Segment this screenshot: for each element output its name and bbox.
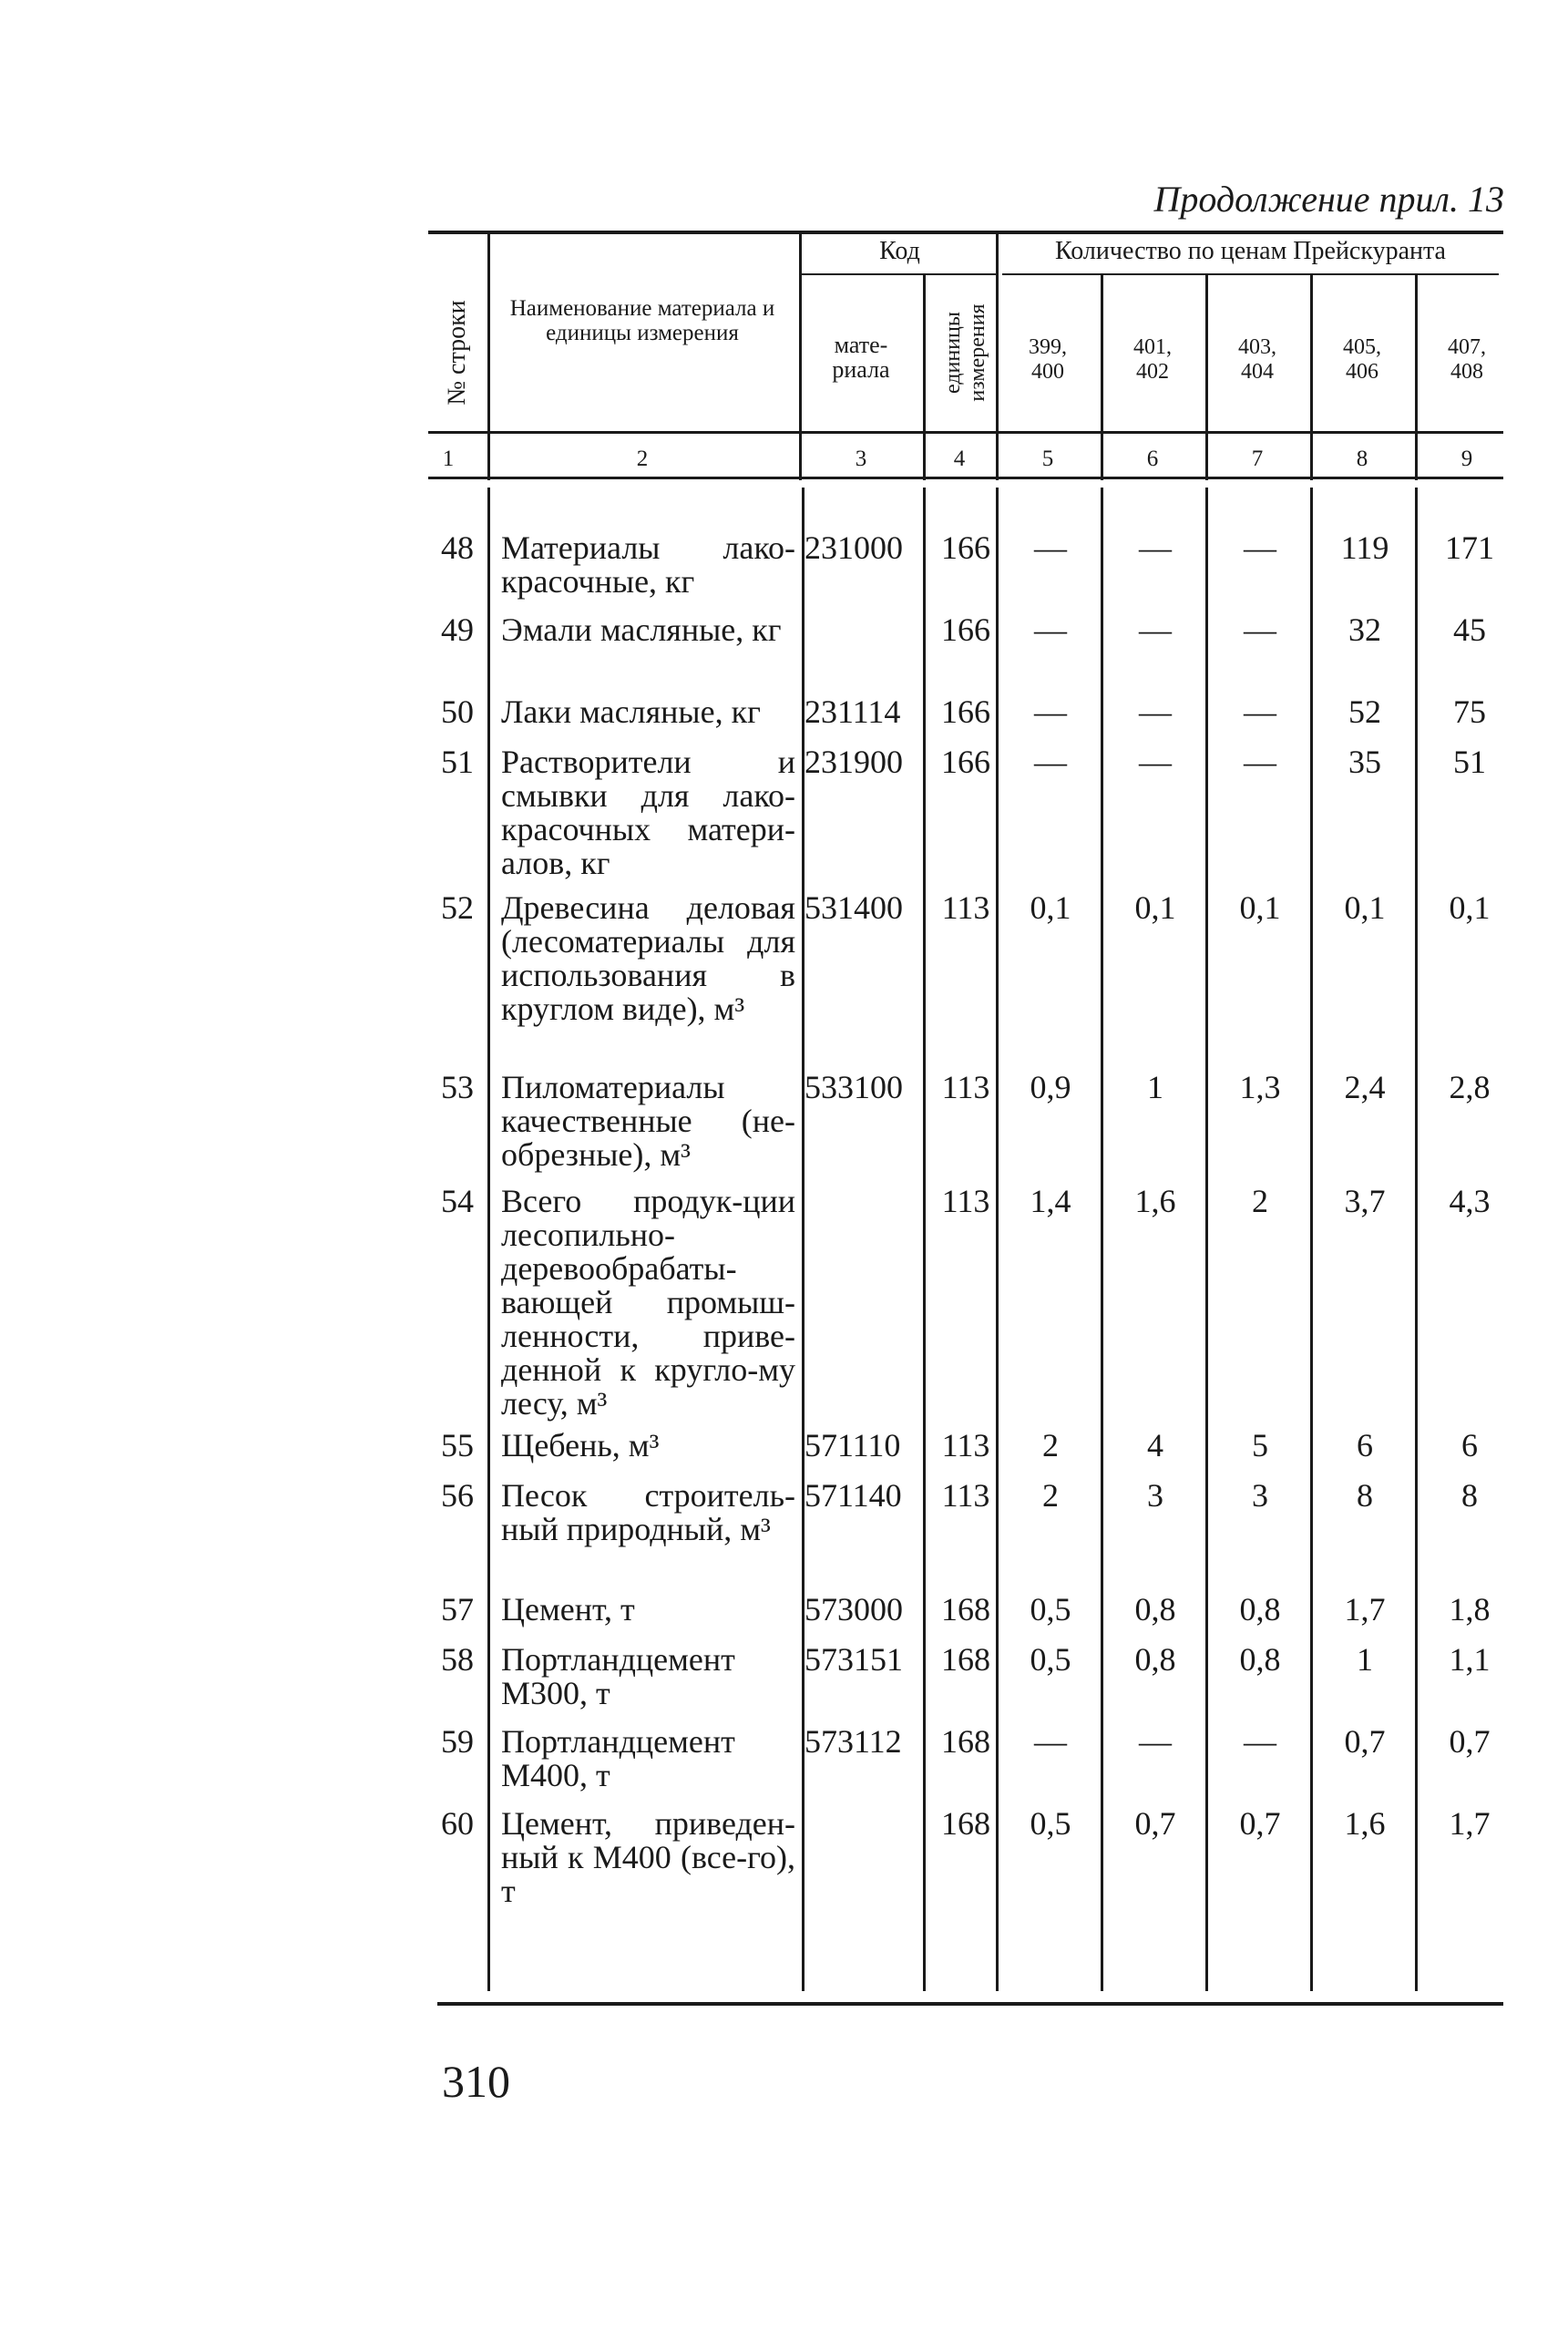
value-403-404: 0,8 bbox=[1239, 1591, 1281, 1628]
value-399-400: 1,4 bbox=[1030, 1183, 1071, 1219]
material-name: Эмали масляные, кг bbox=[501, 611, 782, 648]
value-399-400: — bbox=[1034, 744, 1067, 780]
value-407-408: 1,1 bbox=[1449, 1641, 1491, 1678]
unit-code: 113 bbox=[941, 1183, 990, 1219]
unit-code: 166 bbox=[941, 693, 990, 730]
value-401-402: — bbox=[1139, 1723, 1172, 1760]
material-code: 531400 bbox=[804, 889, 903, 926]
table-top-rule bbox=[428, 231, 1503, 234]
row-number: 60 bbox=[441, 1805, 474, 1842]
value-399-400: 0,1 bbox=[1030, 889, 1071, 926]
material-code: 231000 bbox=[804, 529, 903, 566]
value-403-404: 0,8 bbox=[1239, 1641, 1281, 1678]
col-rule-7 bbox=[1310, 273, 1313, 480]
unit-code: 113 bbox=[941, 1477, 990, 1514]
material-name: Портландцемент М300, т bbox=[501, 1641, 735, 1711]
unit-code: 168 bbox=[941, 1723, 990, 1760]
value-407-408: 1,8 bbox=[1449, 1591, 1491, 1628]
material-name: Растворители и смывки для лако-красочных матери-алов, кг bbox=[501, 744, 795, 881]
value-399-400: 0,5 bbox=[1030, 1805, 1071, 1842]
value-405-406: 52 bbox=[1348, 693, 1381, 730]
header-price-col-4: 405, 406 bbox=[1343, 335, 1381, 384]
value-399-400: 0,5 bbox=[1030, 1591, 1071, 1628]
material-code: 571140 bbox=[804, 1477, 902, 1514]
value-401-402: — bbox=[1139, 744, 1172, 780]
value-401-402: 0,8 bbox=[1134, 1591, 1176, 1628]
material-code: 571110 bbox=[804, 1427, 901, 1463]
material-code: 573151 bbox=[804, 1641, 903, 1678]
material-code: 533100 bbox=[804, 1069, 903, 1105]
value-401-402: 1 bbox=[1147, 1069, 1163, 1105]
value-399-400: 2 bbox=[1042, 1477, 1059, 1514]
col-rule-6 bbox=[1205, 273, 1208, 480]
material-name: Песок строитель-ный природный, м³ bbox=[501, 1477, 795, 1547]
value-405-406: 6 bbox=[1357, 1427, 1373, 1463]
material-name: Портландцемент М400, т bbox=[501, 1723, 735, 1793]
value-401-402: 0,8 bbox=[1134, 1641, 1176, 1678]
header-row-no: № строки bbox=[443, 300, 471, 406]
value-401-402: 1,6 bbox=[1134, 1183, 1176, 1219]
row-number: 57 bbox=[441, 1591, 474, 1628]
col-number-5: 5 bbox=[1041, 447, 1054, 471]
value-407-408: 51 bbox=[1453, 744, 1486, 780]
value-403-404: 2 bbox=[1252, 1183, 1268, 1219]
value-405-406: 32 bbox=[1348, 611, 1381, 648]
material-code: 231900 bbox=[804, 744, 903, 780]
row-number: 48 bbox=[441, 529, 474, 566]
value-403-404: — bbox=[1244, 744, 1276, 780]
unit-code: 166 bbox=[941, 529, 990, 566]
col-rule-2 bbox=[799, 234, 802, 480]
value-403-404: 1,3 bbox=[1239, 1069, 1281, 1105]
value-403-404: 0,7 bbox=[1239, 1805, 1281, 1842]
value-403-404: — bbox=[1244, 611, 1276, 648]
row-number: 49 bbox=[441, 611, 474, 648]
material-name: Всего продук-ции лесопильно-деревообрабаты-вающей промыш-ленности, приве-денной к кругло-му лесу, м³ bbox=[501, 1183, 795, 1422]
value-403-404: — bbox=[1244, 693, 1276, 730]
code-group-rule bbox=[802, 273, 998, 275]
col-rule-1 bbox=[487, 234, 490, 480]
body-rule-5 bbox=[1101, 488, 1103, 1991]
value-407-408: 4,3 bbox=[1449, 1183, 1491, 1219]
header-price-col-5: 407, 408 bbox=[1448, 335, 1486, 384]
value-403-404: 3 bbox=[1252, 1477, 1268, 1514]
row-number: 51 bbox=[441, 744, 474, 780]
value-399-400: 0,9 bbox=[1030, 1069, 1071, 1105]
body-rule-1 bbox=[487, 488, 490, 1991]
value-407-408: 0,7 bbox=[1449, 1723, 1491, 1760]
value-407-408: 1,7 bbox=[1449, 1805, 1491, 1842]
value-399-400: — bbox=[1034, 611, 1067, 648]
body-rule-7 bbox=[1310, 488, 1313, 1991]
material-name: Материалы лако-красочные, кг bbox=[501, 529, 795, 600]
header-price-col-1: 399, 400 bbox=[1029, 335, 1067, 384]
value-405-406: 1,6 bbox=[1344, 1805, 1386, 1842]
header-qty-group: Количество по ценам Прейскуранта bbox=[1055, 237, 1446, 265]
material-name: Цемент, т bbox=[501, 1591, 635, 1628]
value-401-402: 3 bbox=[1147, 1477, 1163, 1514]
col-rule-5 bbox=[1101, 273, 1103, 480]
value-401-402: 0,1 bbox=[1134, 889, 1176, 926]
value-407-408: 0,1 bbox=[1449, 889, 1491, 926]
value-405-406: 1 bbox=[1357, 1641, 1373, 1678]
value-403-404: — bbox=[1244, 1723, 1276, 1760]
value-405-406: 2,4 bbox=[1344, 1069, 1386, 1105]
row-number: 54 bbox=[441, 1183, 474, 1219]
value-407-408: 6 bbox=[1461, 1427, 1478, 1463]
value-403-404: 5 bbox=[1252, 1427, 1268, 1463]
row-number: 56 bbox=[441, 1477, 474, 1514]
material-name: Пиломатериалы качественные (не-обрезные), м³ bbox=[501, 1069, 795, 1173]
value-405-406: 3,7 bbox=[1344, 1183, 1386, 1219]
header-price-col-2: 401, 402 bbox=[1133, 335, 1172, 384]
value-399-400: 0,5 bbox=[1030, 1641, 1071, 1678]
body-rule-3 bbox=[923, 488, 926, 1991]
header-bottom-rule bbox=[428, 431, 1503, 434]
material-code: 573112 bbox=[804, 1723, 902, 1760]
table-bottom-rule bbox=[437, 2002, 1503, 2006]
unit-code: 168 bbox=[941, 1805, 990, 1842]
col-number-7: 7 bbox=[1251, 447, 1264, 471]
value-407-408: 45 bbox=[1453, 611, 1486, 648]
value-401-402: 0,7 bbox=[1134, 1805, 1176, 1842]
value-399-400: — bbox=[1034, 529, 1067, 566]
value-407-408: 171 bbox=[1445, 529, 1494, 566]
header-price-col-3: 403, 404 bbox=[1238, 335, 1276, 384]
value-407-408: 75 bbox=[1453, 693, 1486, 730]
value-405-406: 119 bbox=[1340, 529, 1389, 566]
unit-code: 113 bbox=[941, 889, 990, 926]
value-399-400: — bbox=[1034, 1723, 1067, 1760]
row-number: 53 bbox=[441, 1069, 474, 1105]
col-number-3: 3 bbox=[855, 447, 867, 471]
col-number-8: 8 bbox=[1356, 447, 1368, 471]
body-rule-6 bbox=[1205, 488, 1208, 1991]
qty-group-rule bbox=[1002, 273, 1499, 275]
running-head: Продолжение прил. 13 bbox=[1153, 179, 1504, 220]
value-399-400: — bbox=[1034, 693, 1067, 730]
material-name: Древесина деловая (лесоматериалы для использования в круглом виде), м³ bbox=[501, 889, 795, 1027]
material-code: 231114 bbox=[804, 693, 901, 730]
material-code: 573000 bbox=[804, 1591, 903, 1628]
value-405-406: 1,7 bbox=[1344, 1591, 1386, 1628]
header-code-material: мате-риала bbox=[832, 332, 890, 383]
value-407-408: 8 bbox=[1461, 1477, 1478, 1514]
header-code-unit: единицы измерения bbox=[941, 303, 989, 402]
col-rule-8 bbox=[1415, 273, 1418, 480]
value-399-400: 2 bbox=[1042, 1427, 1059, 1463]
value-405-406: 0,7 bbox=[1344, 1723, 1386, 1760]
value-403-404: 0,1 bbox=[1239, 889, 1281, 926]
col-number-1: 1 bbox=[442, 447, 455, 471]
value-405-406: 0,1 bbox=[1344, 889, 1386, 926]
row-number: 58 bbox=[441, 1641, 474, 1678]
unit-code: 166 bbox=[941, 744, 990, 780]
value-401-402: 4 bbox=[1147, 1427, 1163, 1463]
unit-code: 168 bbox=[941, 1641, 990, 1678]
unit-code: 113 bbox=[941, 1069, 990, 1105]
value-405-406: 35 bbox=[1348, 744, 1381, 780]
body-rule-8 bbox=[1415, 488, 1418, 1991]
row-number: 50 bbox=[441, 693, 474, 730]
row-number: 59 bbox=[441, 1723, 474, 1760]
unit-code: 113 bbox=[941, 1427, 990, 1463]
page-number: 310 bbox=[442, 2056, 510, 2107]
value-401-402: — bbox=[1139, 693, 1172, 730]
row-number: 52 bbox=[441, 889, 474, 926]
col-number-6: 6 bbox=[1146, 447, 1159, 471]
material-name: Щебень, м³ bbox=[501, 1427, 660, 1463]
col-number-9: 9 bbox=[1460, 447, 1473, 471]
unit-code: 168 bbox=[941, 1591, 990, 1628]
col-rule-4 bbox=[996, 234, 999, 480]
value-405-406: 8 bbox=[1357, 1477, 1373, 1514]
colnum-bottom-rule bbox=[428, 477, 1503, 479]
material-name: Цемент, приведен-ный к М400 (все-го), т bbox=[501, 1805, 795, 1909]
col-number-4: 4 bbox=[953, 447, 966, 471]
col-number-2: 2 bbox=[636, 447, 649, 471]
material-name: Лаки масляные, кг bbox=[501, 693, 761, 730]
value-401-402: — bbox=[1139, 529, 1172, 566]
value-407-408: 2,8 bbox=[1449, 1069, 1491, 1105]
header-name: Наименование материала и единицы измерения bbox=[509, 296, 775, 345]
value-403-404: — bbox=[1244, 529, 1276, 566]
header-code-group: Код bbox=[879, 237, 920, 265]
row-number: 55 bbox=[441, 1427, 474, 1463]
unit-code: 166 bbox=[941, 611, 990, 648]
value-401-402: — bbox=[1139, 611, 1172, 648]
